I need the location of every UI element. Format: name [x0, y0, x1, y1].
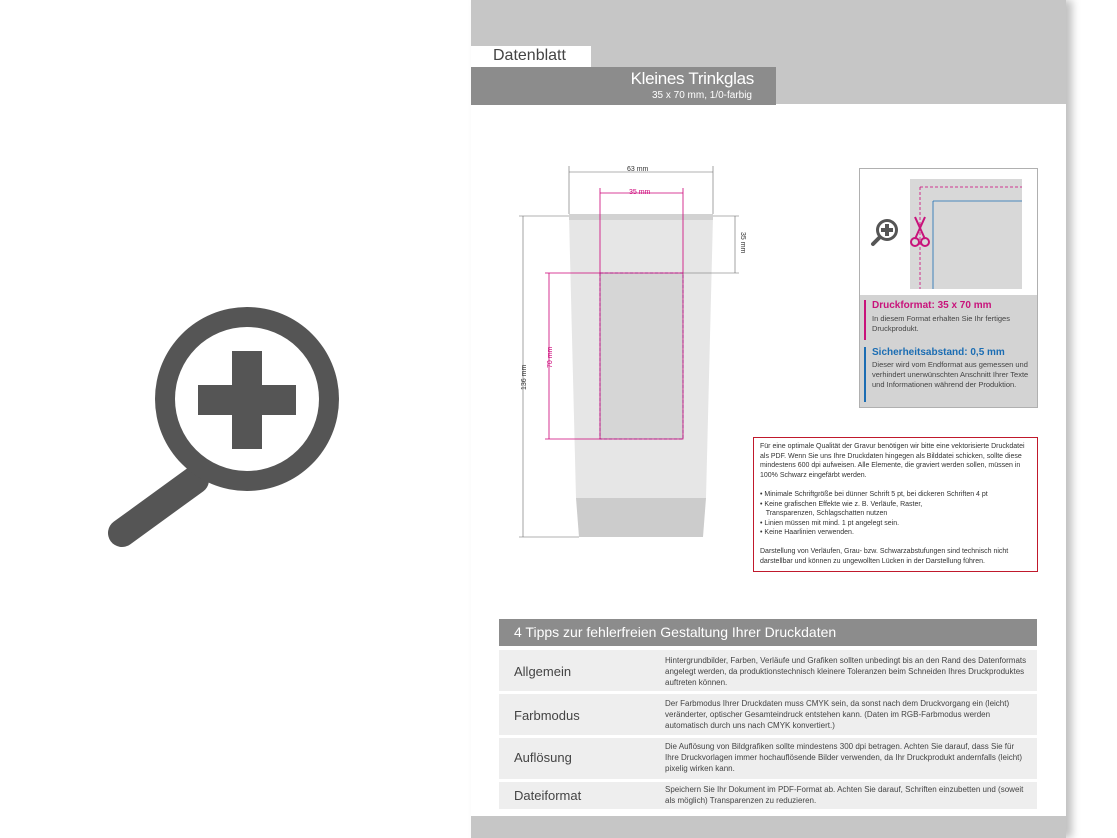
- dim-total-height: 136 mm: [521, 364, 528, 390]
- footer-band: [471, 816, 1066, 838]
- notice-bullet: • Keine Haarlinien verwenden.: [760, 529, 854, 536]
- dim-top-width: 63 mm: [627, 166, 649, 173]
- print-format-legend: [859, 168, 1038, 408]
- dim-print-height: 70 mm: [547, 346, 554, 368]
- product-subtitle: 35 x 70 mm, 1/0-farbig: [651, 90, 752, 101]
- notice-bullet: • Linien müssen mit mind. 1 pt angelegt sein.: [760, 519, 900, 527]
- tips-heading-label: 4 Tipps zur fehlerfreien Gestaltung Ihrer Druckdaten: [514, 624, 837, 640]
- notice-outro: Darstellung von Verläufen, Grau- bzw. Schwarzabstufungen sind technisch nicht darstellbar und können zu ungewollten Lücken in der Darstellung führen.: [760, 548, 1009, 565]
- tip-row: [499, 694, 1037, 735]
- title-bar: [471, 67, 776, 105]
- tip-text: Speichern Sie Ihr Dokument im PDF-Format ab. Achten Sie darauf, Schriften einzubetten und (soweit als möglich) Transparenzen zu reduzieren.: [665, 785, 1024, 805]
- datasheet-page: [471, 0, 1066, 838]
- tip-row: [499, 782, 1037, 809]
- zoom-in-icon[interactable]: [100, 285, 360, 550]
- tips-heading: [499, 619, 1037, 646]
- product-title: Kleines Trinkglas: [630, 69, 754, 88]
- notice-bullet: Transparenzen, Schlagschatten nutzen: [760, 510, 888, 517]
- tip-label: Farbmodus: [514, 708, 580, 723]
- notice-bullet: • Keine grafischen Effekte wie z. B. Verläufe, Raster,: [760, 500, 923, 508]
- format-title: Druckformat: 35 x 70 mm: [872, 300, 992, 311]
- tip-label: Dateiformat: [514, 788, 582, 803]
- tip-label: Allgemein: [514, 664, 572, 679]
- doc-tag-label: Datenblatt: [493, 47, 566, 64]
- dim-print-width: 35 mm: [629, 189, 651, 196]
- engraving-notice: [753, 437, 1038, 572]
- tip-text: Hintergrundbilder, Farben, Verläufe und Grafiken sollten unbedingt bis an den Rand des Datenformats angelegt werden, da produktionstechnisch kleinere Toleranzen beim Schneiden Ihres Druckproduktes auftreten können.: [665, 656, 1027, 687]
- safety-title: Sicherheitsabstand: 0,5 mm: [872, 347, 1005, 358]
- safety-text: Dieser wird vom Endformat aus gemessen und verhindert unerwünschten Anschnitt Ihrer Texte und Informationen während der Produktion.: [872, 360, 1029, 389]
- tip-row: [499, 650, 1037, 691]
- tip-row: [499, 738, 1037, 779]
- safety-marker: [864, 347, 866, 402]
- tip-text: Der Farbmodus Ihrer Druckdaten muss CMYK sein, da sonst nach dem Druckvorgang ein (leicht) veränderter, optischer Gesamteindruck entstehen kann. (Daten im RGB-Farbmodus werden automatisch durch uns nach CMYK konvertiert.): [665, 699, 1010, 730]
- format-text: In diesem Format erhalten Sie Ihr fertiges Druckprodukt.: [872, 314, 1010, 333]
- zoom-in-small-icon: [870, 217, 900, 247]
- format-marker: [864, 300, 866, 340]
- tip-label: Auflösung: [514, 750, 572, 765]
- dim-offset-top: 35 mm: [739, 232, 746, 254]
- notice-bullet: • Minimale Schriftgröße bei dünner Schrift 5 pt, bei dickeren Schriften 4 pt: [760, 491, 988, 498]
- tip-text: Die Auflösung von Bildgrafiken sollte mindestens 300 dpi betragen. Achten Sie darauf, dass Sie für Ihre Druckvorlagen immer hochauflösende Bilder verwenden, da Ihr Druckprodukt andernfalls (leicht) pixelig wirken kann.: [665, 742, 1023, 773]
- glass-diagram: [511, 160, 751, 550]
- notice-intro: Für eine optimale Qualität der Gravur benötigen wir bitte eine vektorisierte Druckdatei als PDF. Wenn Sie uns Ihre Druckdaten hingegen als Bilddatei schicken, sollte diese mindestens 600 dpi aufweisen. Alle Elemente, die graviert werden sollen, müssen in 100% Schwarz eingefärbt werden.: [760, 443, 1025, 479]
- scissors-icon: [909, 215, 931, 249]
- doc-tag: [471, 46, 591, 68]
